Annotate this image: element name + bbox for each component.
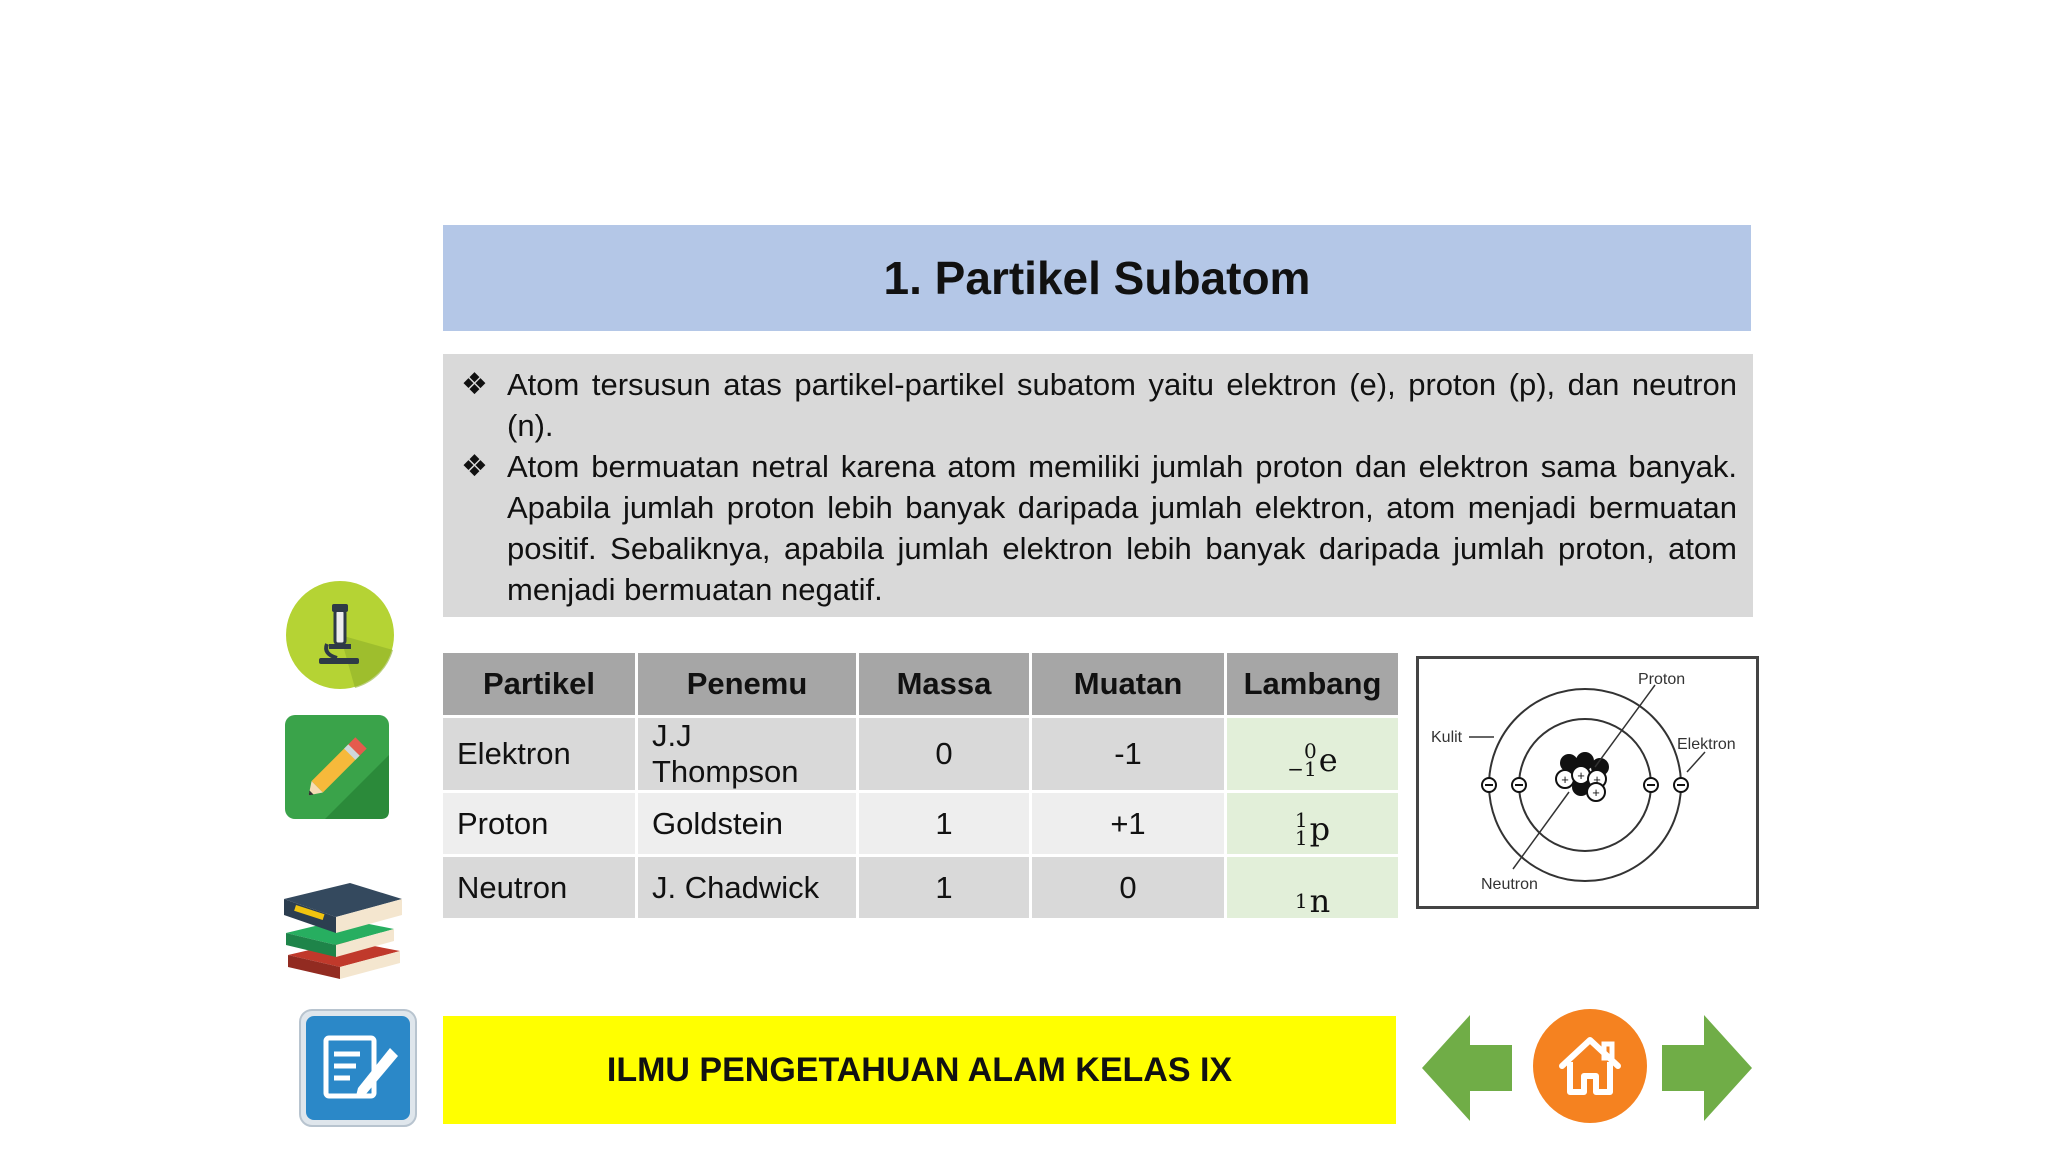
bullet-item — [461, 446, 1737, 610]
subatomic-particle-table — [440, 653, 1401, 918]
cell-muatan: 0 — [1032, 854, 1224, 918]
microscope-icon[interactable] — [285, 580, 395, 695]
cell-massa: 0 — [859, 715, 1029, 790]
label-neutron: Neutron — [1481, 876, 1538, 893]
cell-massa: 1 — [859, 790, 1029, 854]
bullet-diamond-icon: ❖ — [461, 450, 488, 483]
cell-massa: 1 — [859, 854, 1029, 918]
cell-partikel: Elektron — [443, 715, 635, 790]
atom-diagram — [1416, 656, 1759, 909]
header-penemu: Penemu — [638, 653, 856, 715]
footer-text: ILMU PENGETAHUAN ALAM KELAS IX — [606, 1050, 1233, 1089]
cell-lambang — [1227, 854, 1398, 918]
table-header-row — [443, 653, 1398, 715]
table-row — [443, 854, 1398, 918]
footer-banner — [443, 1016, 1396, 1124]
cell-muatan: +1 — [1032, 790, 1224, 854]
bullet-diamond-icon: ❖ — [461, 368, 488, 401]
label-proton: Proton — [1638, 671, 1686, 688]
cell-penemu: J. Chadwick — [638, 854, 856, 918]
header-massa: Massa — [859, 653, 1029, 715]
home-icon[interactable] — [1532, 1008, 1648, 1129]
neutron-symbol: 1 n — [1294, 882, 1331, 918]
cell-partikel: Neutron — [443, 854, 635, 918]
cell-penemu: Goldstein — [638, 790, 856, 854]
header-partikel: Partikel — [443, 653, 635, 715]
proton-symbol: 1 1 p — [1294, 808, 1331, 850]
svg-text:+: + — [1592, 785, 1600, 800]
pencil-icon[interactable] — [285, 715, 389, 824]
cell-penemu: J.J Thompson — [638, 715, 856, 790]
back-arrow-icon[interactable] — [1422, 1015, 1512, 1126]
svg-text:+: + — [1593, 772, 1601, 787]
edit-document-icon[interactable] — [298, 1008, 418, 1133]
table-row — [443, 715, 1398, 790]
label-kulit: Kulit — [1431, 729, 1463, 746]
header-muatan: Muatan — [1032, 653, 1224, 715]
cell-lambang — [1227, 790, 1398, 854]
slide-title: 1. Partikel Subatom — [883, 252, 1311, 304]
atom-structure-illustration — [1419, 659, 1756, 906]
label-elektron: Elektron — [1677, 736, 1736, 753]
table-row — [443, 790, 1398, 854]
forward-arrow-icon[interactable] — [1662, 1015, 1752, 1126]
books-icon[interactable] — [278, 855, 408, 990]
bullet-item — [461, 364, 1737, 446]
cell-lambang — [1227, 715, 1398, 790]
cell-muatan: -1 — [1032, 715, 1224, 790]
cell-partikel: Proton — [443, 790, 635, 854]
header-lambang: Lambang — [1227, 653, 1398, 715]
bullet-text: Atom bermuatan netral karena atom memiliki jumlah proton dan elektron sama banyak. Apabila jumlah proton lebih banyak daripada jumlah elektron, atom menjadi bermuatan positif. Sebaliknya, apabila jumlah elektron lebih banyak daripada jumlah proton, atom menjadi bermuatan negatif. — [507, 449, 1737, 607]
bullet-text: Atom tersusun atas partikel-partikel subatom yaitu elektron (e), proton (p), dan neutron (n). — [507, 367, 1737, 443]
bullet-text-box — [443, 354, 1753, 617]
svg-text:+: + — [1561, 772, 1569, 787]
svg-text:+: + — [1577, 768, 1585, 783]
electron-symbol: 0 −1 e — [1287, 738, 1338, 781]
slide-title-bar — [443, 225, 1751, 331]
